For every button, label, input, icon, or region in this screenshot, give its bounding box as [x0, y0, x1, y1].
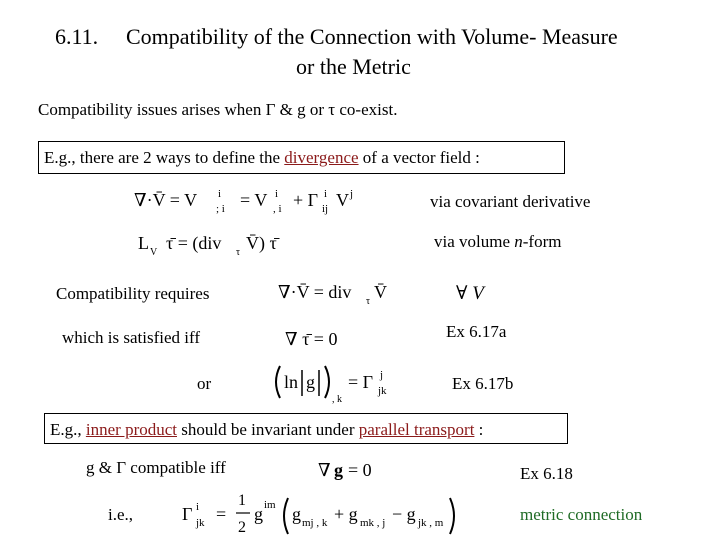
inner-product-sentence	[50, 420, 483, 440]
page-title: Compatibility of the Connection with Volume- Measure	[126, 24, 618, 49]
inner-product-mid: should be invariant under	[177, 420, 359, 439]
volume-divergence-equation	[136, 223, 306, 259]
svg-text:jk , m: jk , m	[418, 517, 444, 529]
ln-g-equation	[270, 360, 420, 404]
compatible-iff-label: g & Γ compatible iff	[86, 458, 226, 477]
ex-6-17b: Ex 6.17b	[452, 374, 514, 393]
svg-text:i: i	[218, 188, 222, 200]
covariant-label: via covariant derivative	[430, 192, 591, 211]
svg-text:mj , k: mj , k	[302, 517, 328, 529]
svg-text:+ Γ: + Γ	[293, 190, 319, 210]
inner-product-pre: E.g.,	[50, 420, 86, 439]
svg-text:jk: jk	[196, 517, 205, 529]
svg-text:ln: ln	[284, 372, 299, 392]
svg-text:j: j	[350, 188, 354, 200]
svg-text:V: V	[150, 247, 158, 258]
volume-label-pre: via volume	[434, 232, 515, 251]
svg-text:g: g	[292, 504, 301, 524]
compatibility-requires-label: Compatibility requires	[56, 284, 210, 303]
svg-text:2: 2	[238, 519, 246, 536]
forall-v: ∀ V	[456, 283, 484, 304]
svg-text:=: =	[216, 504, 227, 524]
svg-text:i: i	[275, 188, 279, 200]
divergence-sentence	[44, 148, 480, 168]
covariant-divergence-equation	[130, 182, 380, 216]
christoffel-metric-equation	[178, 488, 478, 538]
svg-text:i: i	[324, 188, 328, 200]
svg-text:g: g	[334, 460, 343, 480]
ie-label: i.e.,	[108, 505, 134, 524]
metric-connection-label: metric connection	[520, 505, 643, 524]
inner-product-post: :	[474, 420, 484, 439]
svg-text:mk , j: mk , j	[360, 517, 386, 529]
svg-text:∇: ∇	[318, 460, 331, 480]
svg-text:L: L	[138, 233, 149, 253]
divergence-post: of a vector field :	[358, 148, 480, 167]
svg-text:V̄) τ̄: V̄) τ̄	[246, 233, 277, 253]
svg-text:j: j	[380, 369, 384, 381]
divergence-highlight: divergence	[284, 148, 359, 167]
svg-text:V̄: V̄	[374, 282, 387, 302]
svg-text:i: i	[196, 501, 200, 513]
svg-text:im: im	[264, 499, 276, 511]
nabla-g-equation	[316, 456, 386, 484]
svg-text:τ: τ	[236, 247, 241, 258]
volume-label-n: n	[514, 232, 523, 251]
volume-label-post: -form	[522, 232, 562, 251]
volume-label	[434, 232, 561, 252]
svg-text:1: 1	[238, 492, 246, 509]
svg-text:τ̄ = (div: τ̄ = (div	[166, 233, 222, 253]
svg-text:∇·V̄ = V: ∇·V̄ = V	[134, 190, 198, 210]
or-label: or	[197, 374, 212, 393]
svg-text:V: V	[336, 190, 349, 210]
svg-text:, i: , i	[273, 203, 282, 215]
svg-text:= Γ: = Γ	[348, 372, 374, 392]
satisfied-label: which is satisfied iff	[62, 328, 201, 347]
svg-text:∇·V̄ = div: ∇·V̄ = div	[278, 282, 352, 302]
svg-text:τ: τ	[366, 296, 371, 307]
svg-text:g: g	[306, 372, 315, 392]
section-number: 6.11.	[55, 24, 99, 49]
intro-text: Compatibility issues arises when Γ & g or τ co-exist.	[38, 100, 398, 119]
svg-text:g: g	[254, 504, 263, 524]
svg-text:Γ: Γ	[182, 504, 193, 524]
nabla-tau-equation	[283, 324, 353, 352]
svg-text:+ g: + g	[334, 504, 358, 524]
divergence-pre: E.g., there are 2 ways to define the	[44, 148, 285, 167]
page-subtitle: or the Metric	[296, 54, 411, 79]
svg-text:= 0: = 0	[348, 460, 372, 480]
compatibility-equation	[276, 276, 396, 310]
svg-text:− g: − g	[392, 504, 416, 524]
svg-text:∇ τ̄ = 0: ∇ τ̄ = 0	[285, 329, 338, 349]
svg-text:= V: = V	[240, 190, 268, 210]
inner-product-highlight: inner product	[85, 420, 177, 439]
svg-text:, k: , k	[332, 394, 342, 404]
svg-text:ij: ij	[322, 203, 329, 215]
svg-text:jk: jk	[378, 385, 387, 397]
parallel-transport-highlight: parallel transport	[358, 420, 475, 439]
ex-6-17a: Ex 6.17a	[446, 322, 507, 341]
ex-6-18: Ex 6.18	[520, 464, 573, 483]
svg-text:; i: ; i	[216, 203, 225, 215]
